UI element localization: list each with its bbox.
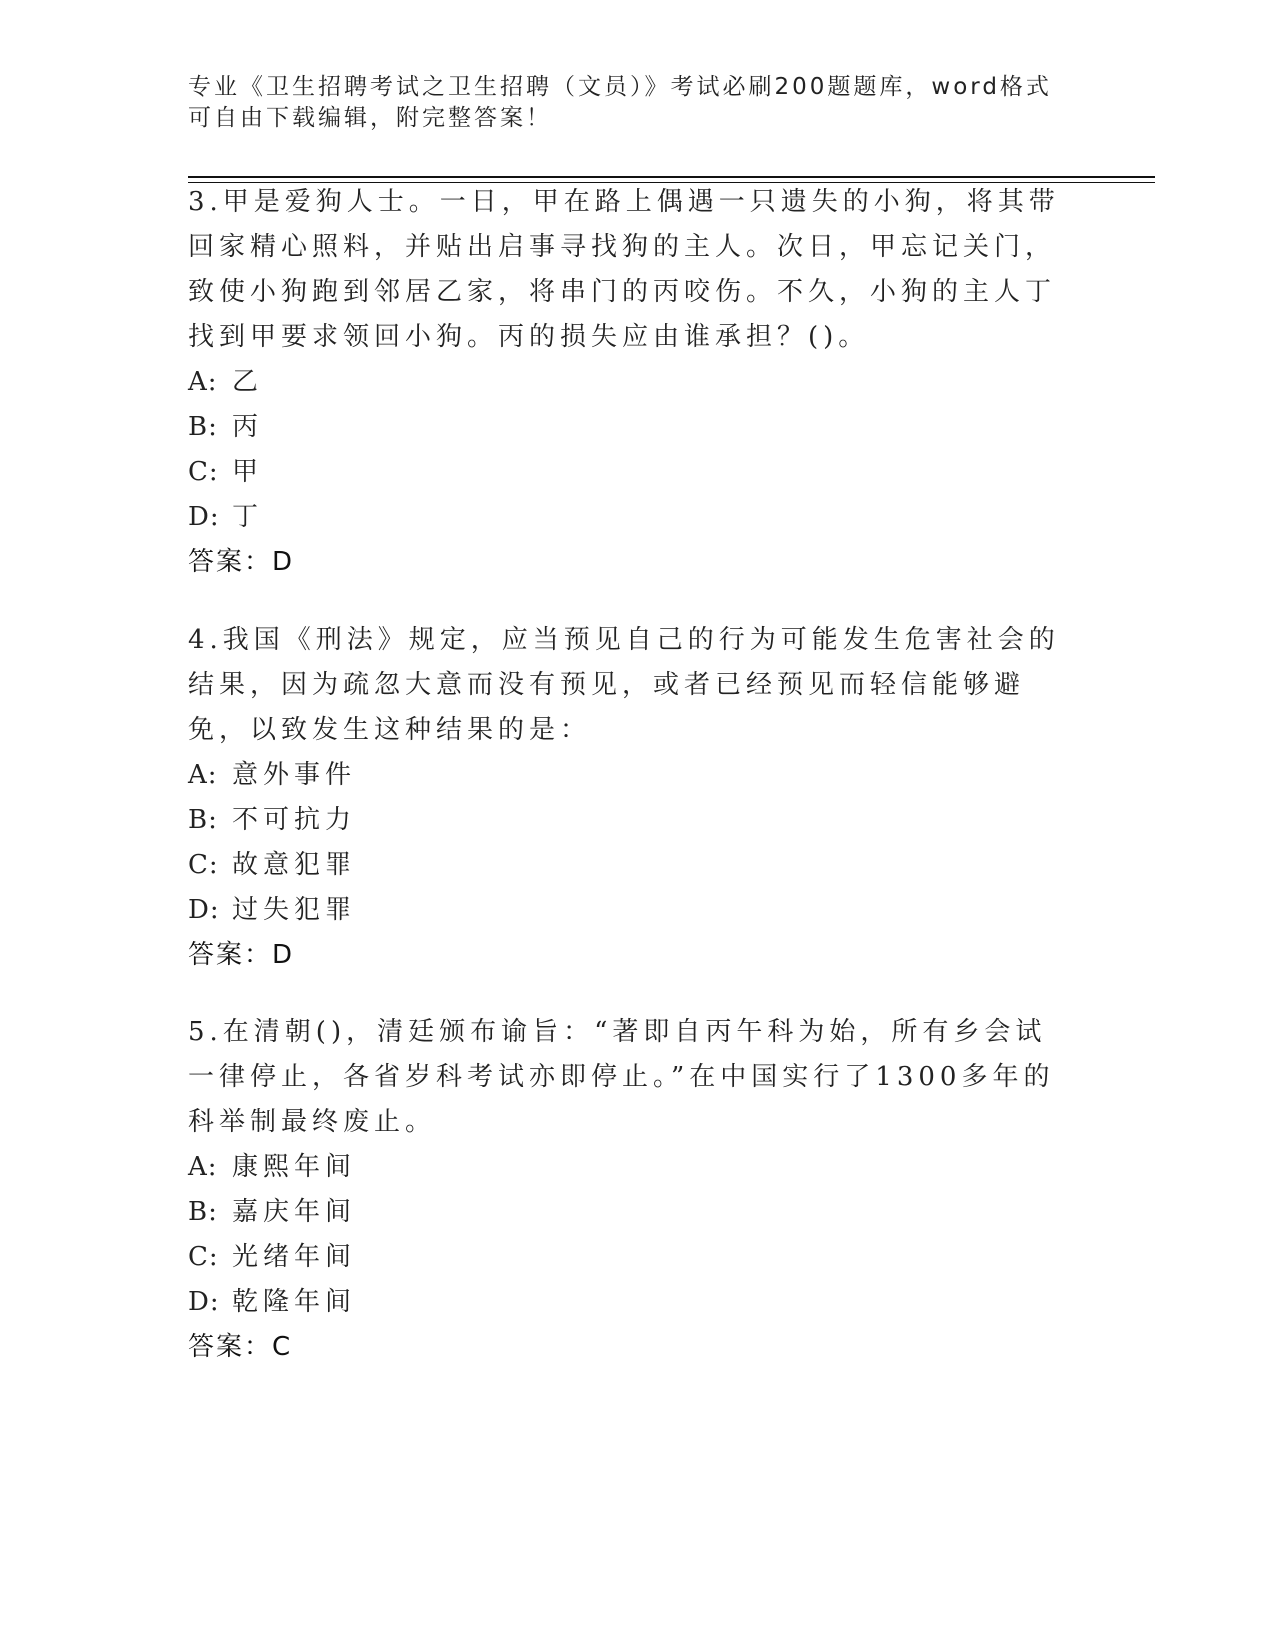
option-d bbox=[188, 495, 1088, 540]
option-key: A: bbox=[188, 1152, 218, 1182]
option-d bbox=[188, 888, 1088, 933]
option-key: C: bbox=[188, 1242, 219, 1272]
option-b bbox=[188, 1190, 1088, 1235]
answer-line: 答案：D bbox=[188, 547, 295, 577]
option-key: B: bbox=[188, 412, 218, 442]
option-text: 乙 bbox=[232, 367, 264, 397]
option-c bbox=[188, 1235, 1088, 1280]
option-key: C: bbox=[188, 850, 219, 880]
option-key: D: bbox=[188, 502, 220, 532]
option-a bbox=[188, 360, 1088, 405]
option-b bbox=[188, 798, 1088, 843]
option-text: 故意犯罪 bbox=[232, 850, 357, 880]
option-text: 丙 bbox=[232, 412, 264, 442]
option-text: 意外事件 bbox=[232, 760, 357, 790]
answer-line: 答案：D bbox=[188, 940, 295, 970]
document-header-title: 专业《卫生招聘考试之卫生招聘（文员）》考试必刷200题题库，word格式可自由下载编辑，附完整答案！ bbox=[188, 74, 1052, 131]
option-key: D: bbox=[188, 895, 220, 925]
option-c bbox=[188, 843, 1088, 888]
header-divider-thick bbox=[188, 176, 1155, 178]
option-text: 光绪年间 bbox=[232, 1242, 357, 1272]
option-text: 乾隆年间 bbox=[232, 1287, 357, 1317]
question-4 bbox=[188, 618, 1088, 978]
option-a bbox=[188, 1145, 1088, 1190]
option-text: 过失犯罪 bbox=[232, 895, 357, 925]
question-stem: 4.我国《刑法》规定，应当预见自己的行为可能发生危害社会的结果，因为疏忽大意而没有预见，或者已经预见而轻信能够避免，以致发生这种结果的是： bbox=[188, 625, 1060, 745]
option-text: 嘉庆年间 bbox=[232, 1197, 357, 1227]
option-key: D: bbox=[188, 1287, 220, 1317]
answer-line: 答案：C bbox=[188, 1332, 293, 1362]
option-text: 甲 bbox=[232, 457, 264, 487]
option-text: 康熙年间 bbox=[232, 1152, 357, 1182]
option-key: B: bbox=[188, 805, 218, 835]
question-stem: 3.甲是爱狗人士。一日，甲在路上偶遇一只遗失的小狗，将其带回家精心照料，并贴出启事寻找狗的主人。次日，甲忘记关门，致使小狗跑到邻居乙家，将串门的丙咬伤。不久，小狗的主人丁找到甲要求领回小狗。丙的损失应由谁承担？()。 bbox=[188, 187, 1060, 352]
option-c bbox=[188, 450, 1088, 495]
question-5 bbox=[188, 1010, 1088, 1370]
option-d bbox=[188, 1280, 1088, 1325]
option-key: A: bbox=[188, 760, 218, 790]
option-a bbox=[188, 753, 1088, 798]
option-b bbox=[188, 405, 1088, 450]
question-3 bbox=[188, 180, 1088, 585]
question-stem: 5.在清朝()，清廷颁布谕旨：“著即自丙午科为始，所有乡会试一律停止，各省岁科考试亦即停止。”在中国实行了1300多年的科举制最终废止。 bbox=[188, 1017, 1055, 1137]
option-key: A: bbox=[188, 367, 218, 397]
option-text: 丁 bbox=[232, 502, 264, 532]
option-text: 不可抗力 bbox=[232, 805, 357, 835]
option-key: B: bbox=[188, 1197, 218, 1227]
option-key: C: bbox=[188, 457, 219, 487]
